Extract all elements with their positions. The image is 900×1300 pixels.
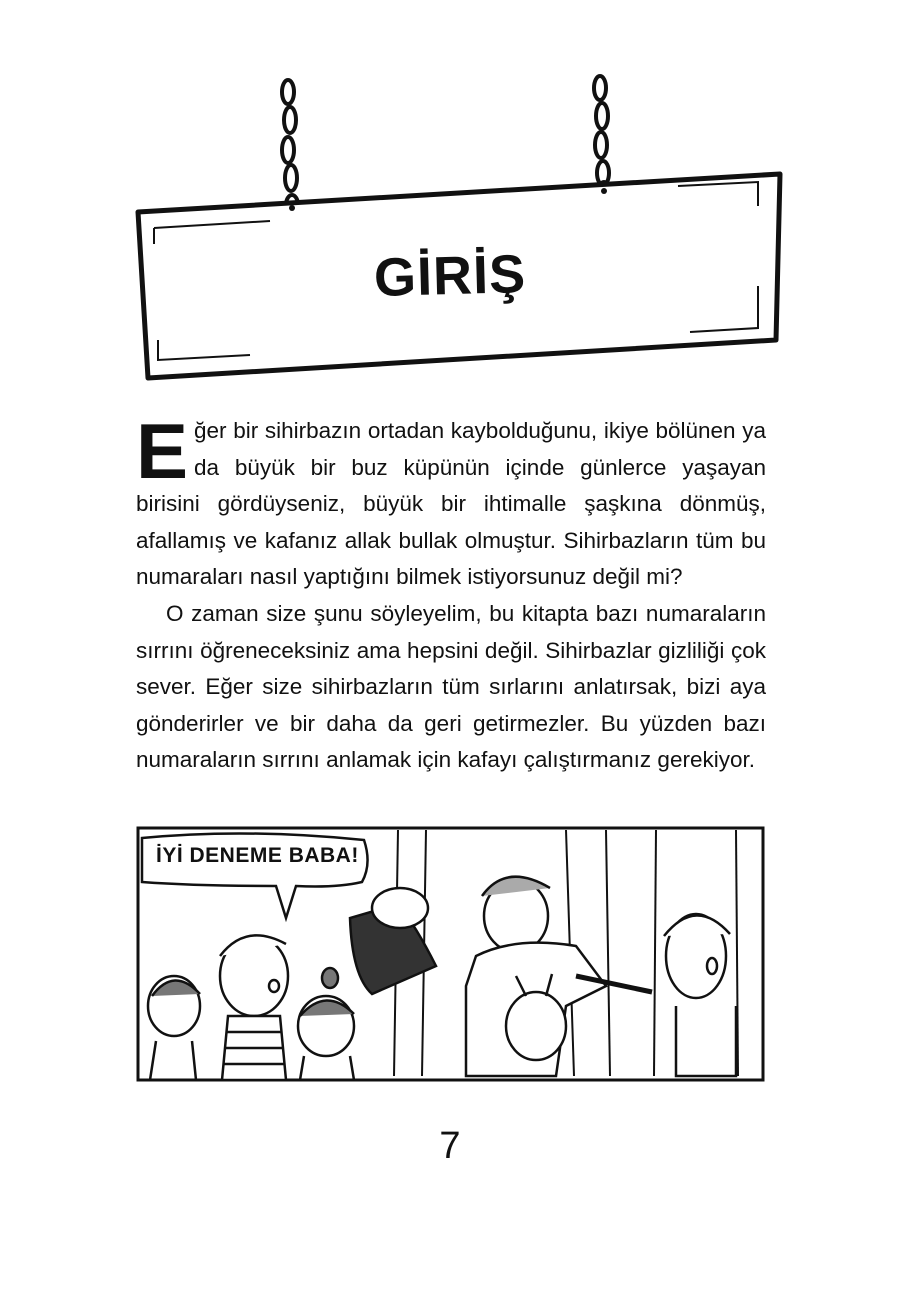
paragraph-1: [136, 407, 766, 596]
paragraph-1-text: ğer bir sihirbazın ortadan kaybolduğunu, ikiye bölünen ya da büyük bir buz küpünün içinde günlerce yaşayan birisini gördüyseniz, büyük bir ihtimalle şaşkına dönmüş, afallamış ve kafanız allak bullak olmuştur. Sihirbazların tüm bu numaraları nasıl yaptığını bilmek istiyorsunuz değil mi?: [136, 418, 766, 590]
right-chain-icon: [594, 76, 609, 198]
page-number: 7: [439, 1125, 461, 1167]
left-chain-icon: [282, 80, 298, 215]
comic-illustration: [136, 826, 765, 1082]
chapter-title: GİRİŞ: [373, 244, 527, 308]
drop-cap: E: [136, 407, 189, 495]
speech-bubble-text: İYİ DENEME BABA!: [156, 844, 359, 867]
hanging-sign-drawing: [130, 70, 790, 390]
paragraph-2: O zaman size şunu söyleyelim, bu kitapta bazı numaraların sırrını öğreneceksiniz ama hepsini değil. Sihirbazlar gizliliği çok sever. Eğer size sihirbazların tüm sırlarını anlatırsak, bizi aya gönderirler ve bir daha da geri getirmezler. Bu yüzden bazı numaraların sırrını anlamak için kafayı çalıştırmanız gerekiyor.: [136, 600, 766, 773]
chapter-sign: [130, 70, 790, 390]
body-text: [136, 407, 766, 779]
